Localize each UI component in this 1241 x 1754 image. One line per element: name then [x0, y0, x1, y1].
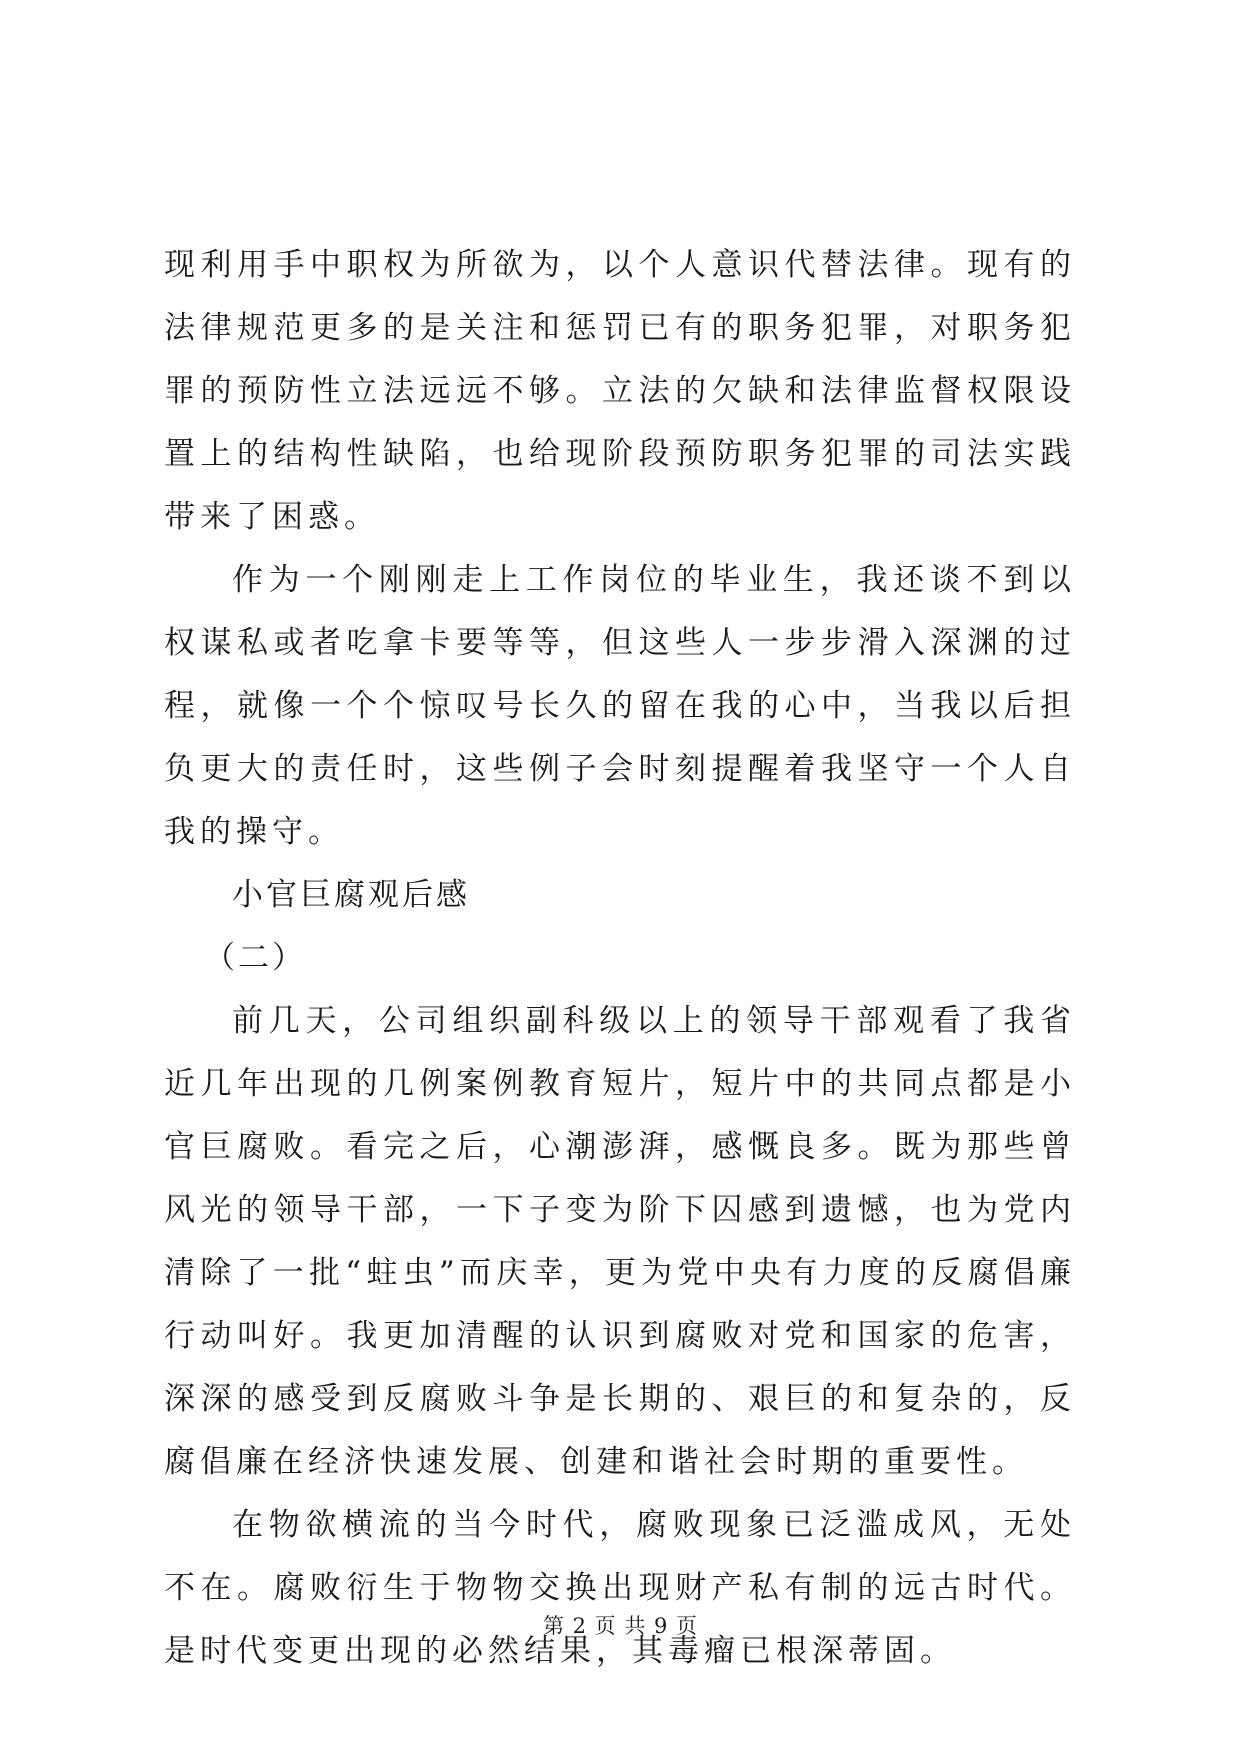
paragraph-4: 在物欲横流的当今时代，腐败现象已泛滥成风，无处不在。腐败衍生于物物交换出现财产私有制的远古时代。是时代变更出现的必然结果，其毒瘤已根深蒂固。: [164, 1507, 1076, 1669]
section-title: 小官巨腐观后感: [232, 877, 470, 913]
page-number: 第 2 页 共 9 页: [542, 1614, 699, 1638]
paragraph-1: 现利用手中职权为所欲为，以个人意识代替法律。现有的法律规范更多的是关注和惩罚已有的职务犯罪，对职务犯罪的预防性立法远远不够。立法的欠缺和法律监督权限设置上的结构性缺陷，也给现阶段预防职务犯罪的司法实践带来了困惑。: [164, 247, 1076, 535]
paragraph-2: 作为一个刚刚走上工作岗位的毕业生，我还谈不到以权谋私或者吃拿卡要等等，但这些人一步步滑入深渊的过程，就像一个个惊叹号长久的留在我的心中，当我以后担负更大的责任时，这些例子会时刻提醒着我坚守一个人自我的操守。: [164, 562, 1076, 850]
section-number: （二）: [204, 940, 306, 976]
paragraph-3: 前几天，公司组织副科级以上的领导干部观看了我省近几年出现的几例案例教育短片，短片中的共同点都是小官巨腐败。看完之后，心潮澎湃，感慨良多。既为那些曾风光的领导干部，一下子变为阶下囚感到遗憾，也为党内清除了一批“蛀虫”而庆幸，更为党中央有力度的反腐倡廉行动叫好。我更加清醒的认识到腐败对党和国家的危害，深深的感受到反腐败斗争是长期的、艰巨的和复杂的，反腐倡廉在经济快速发展、创建和谐社会时期的重要性。: [164, 1003, 1076, 1480]
document-body: [164, 234, 1076, 1683]
page-footer: [0, 1610, 1241, 1640]
